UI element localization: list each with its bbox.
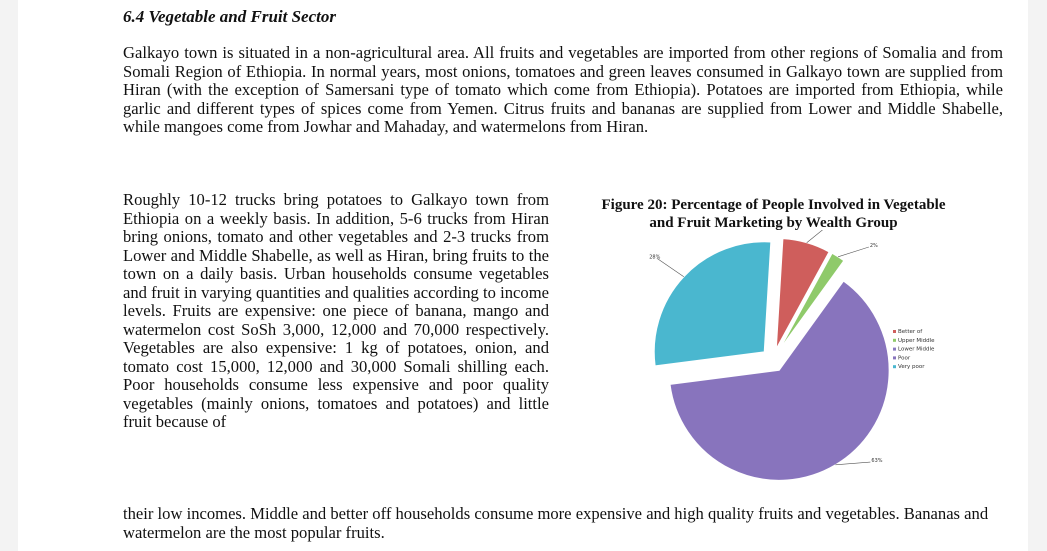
pie-leader-line xyxy=(835,462,870,465)
pie-leader-line xyxy=(657,259,684,277)
legend-item xyxy=(893,347,935,353)
legend-item xyxy=(893,364,925,370)
pie-data-label: 28% xyxy=(649,254,661,261)
document-page xyxy=(18,0,1028,551)
figure-caption xyxy=(566,196,981,232)
figure-caption-line-1: Figure 20: Percentage of People Involved in Vegetable xyxy=(601,197,946,213)
legend-label: Very poor xyxy=(898,364,925,371)
paragraph-1: Galkayo town is situated in a non-agricultural area. All fruits and vegetables are imported from other regions of Somalia and from Somali Region of Ethiopia. In normal years, most onions, tomatoes and green leaves consumed in Galkayo town are supplied from Hiran (with the exception of Samersani type of tomato which come from Ethiopia). Potatoes are imported from Ethiopia, while garlic and different types of spices come from Yemen. Citrus fruits and bananas are supplied from Lower and Middle Shabelle, while mangoes come from Jowhar and Mahaday, and watermelons from Hiran. xyxy=(123,43,1003,137)
pie-leader-line xyxy=(838,247,869,257)
legend-item xyxy=(893,338,935,344)
pie-data-label: 2% xyxy=(869,243,878,250)
legend-swatch xyxy=(893,356,896,359)
legend-swatch xyxy=(893,339,896,342)
legend-swatch xyxy=(893,330,896,333)
legend-swatch xyxy=(893,348,896,351)
legend-item xyxy=(893,355,911,361)
legend-label: Lower Middle xyxy=(898,346,935,353)
legend-swatch xyxy=(893,365,896,368)
paragraph-2-continued: their low incomes. Middle and better off households consume more expensive and high quality fruits and vegetables. Bananas and watermelon are the most popular fruits. xyxy=(123,504,989,542)
pie-data-label: 63% xyxy=(871,458,883,465)
legend-label: Poor xyxy=(898,355,911,362)
legend-item xyxy=(893,329,923,335)
pie-chart xyxy=(563,230,963,490)
pie-leader-line xyxy=(807,230,829,243)
pie-slice-very-poor xyxy=(654,242,771,366)
legend-label: Upper Middle xyxy=(898,337,935,344)
legend-label: Better of xyxy=(898,329,923,335)
section-heading: 6.4 Vegetable and Fruit Sector xyxy=(123,7,336,26)
paragraph-2: Roughly 10-12 trucks bring potatoes to Galkayo town from Ethiopia on a weekly basis. In addition, 5-6 trucks from Hiran bring onions, tomato and other vegetables and 2-3 trucks from Lower and Middle Shabelle, as well as Hiran, bring fruits to the town on a daily basis. Urban households consume vegetables and fruit in varying quantities and qualities according to income levels. Fruits are expensive: one piece of banana, mango and watermelon cost SoSh 3,000, 12,000 and 70,000 respectively. Vegetables are also expensive: 1 kg of potatoes, onion, and tomato cost 15,000, 12,000 and 30,000 Somali shilling each. Poor households consume less expensive and poor quality vegetables (mainly onions, tomatoes and potatoes) and little fruit because of xyxy=(123,190,549,431)
figure-caption-line-2: and Fruit Marketing by Wealth Group xyxy=(649,215,898,231)
